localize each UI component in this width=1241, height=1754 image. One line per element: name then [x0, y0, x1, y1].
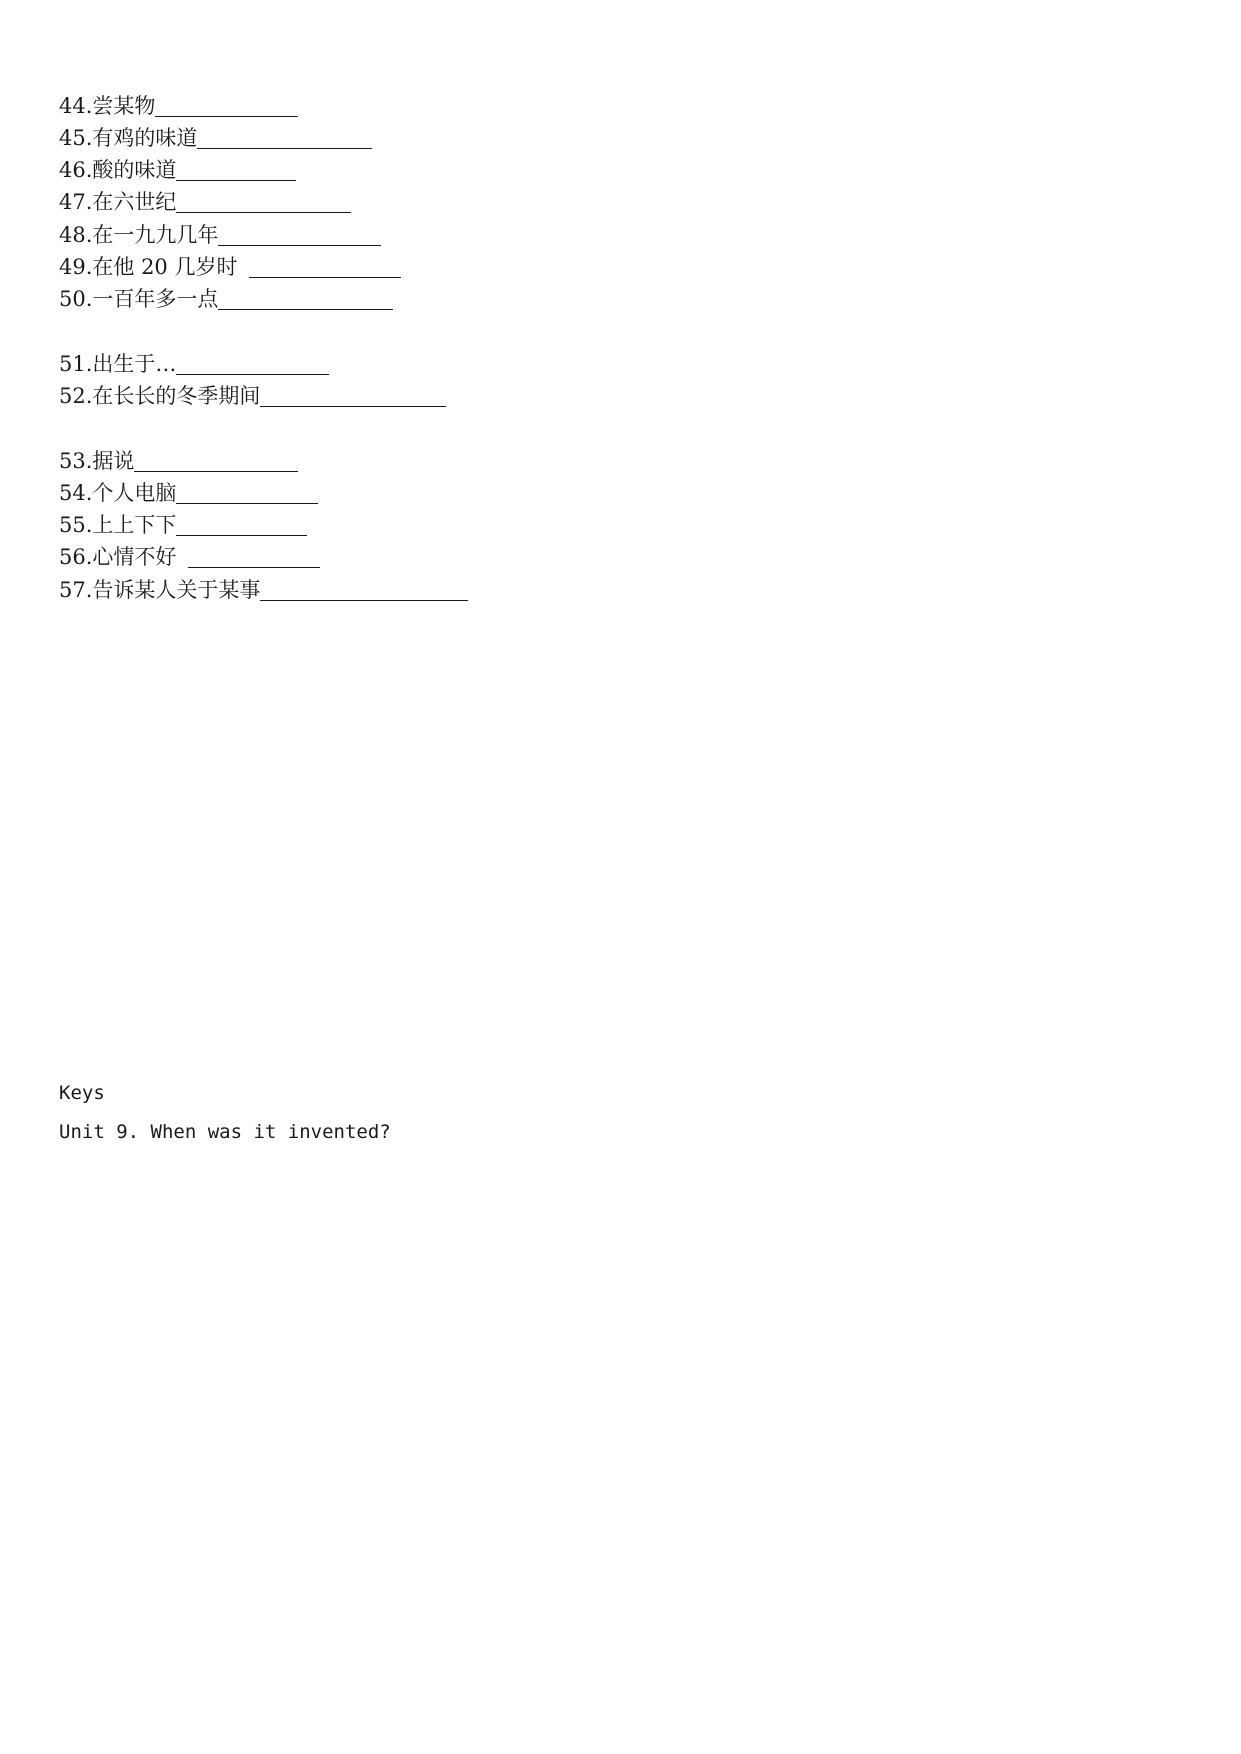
question-55 [59, 506, 307, 538]
question-49-text: 49.在他 20 几岁时 [59, 255, 238, 279]
answer-blank-45[interactable] [197, 124, 372, 149]
question-49 [59, 248, 401, 280]
answer-blank-56[interactable] [188, 543, 320, 568]
question-53-text: 53.据说 [59, 449, 135, 473]
answer-blank-57[interactable] [260, 576, 468, 601]
answer-blank-51[interactable] [176, 350, 329, 375]
answer-blank-55[interactable] [176, 511, 307, 536]
question-45 [59, 119, 372, 151]
answer-blank-54[interactable] [176, 479, 318, 504]
question-57 [59, 571, 468, 603]
answer-blank-52[interactable] [260, 382, 446, 407]
answer-blank-53[interactable] [134, 447, 298, 472]
question-54-text: 54.个人电脑 [59, 481, 177, 505]
question-46-text: 46.酸的味道 [59, 158, 177, 182]
question-55-text: 55.上上下下 [59, 513, 177, 537]
question-52-text: 52.在长长的冬季期间 [59, 384, 261, 408]
question-52 [59, 377, 446, 409]
keys-heading: Keys [59, 1082, 105, 1104]
question-47-text: 47.在六世纪 [59, 190, 177, 214]
question-47 [59, 183, 351, 215]
question-57-text: 57.告诉某人关于某事 [59, 578, 261, 602]
question-44-text: 44.尝某物 [59, 94, 156, 118]
question-56-text: 56.心情不好 [59, 545, 177, 569]
answer-blank-46[interactable] [176, 156, 296, 181]
unit-title: Unit 9. When was it invented? [59, 1121, 391, 1143]
question-56 [59, 538, 320, 570]
question-46 [59, 151, 296, 183]
answer-blank-48[interactable] [218, 221, 381, 246]
question-50-text: 50.一百年多一点 [59, 287, 219, 311]
question-51-text: 51.出生于… [59, 352, 177, 376]
question-48 [59, 216, 381, 248]
question-45-text: 45.有鸡的味道 [59, 126, 198, 150]
question-50 [59, 280, 393, 312]
question-44 [59, 87, 298, 119]
question-53 [59, 442, 298, 474]
question-48-text: 48.在一九九几年 [59, 223, 219, 247]
answer-blank-44[interactable] [155, 92, 298, 117]
answer-blank-50[interactable] [218, 285, 393, 310]
answer-blank-47[interactable] [176, 188, 351, 213]
question-54 [59, 474, 318, 506]
answer-blank-49[interactable] [249, 253, 401, 278]
question-51 [59, 345, 329, 377]
